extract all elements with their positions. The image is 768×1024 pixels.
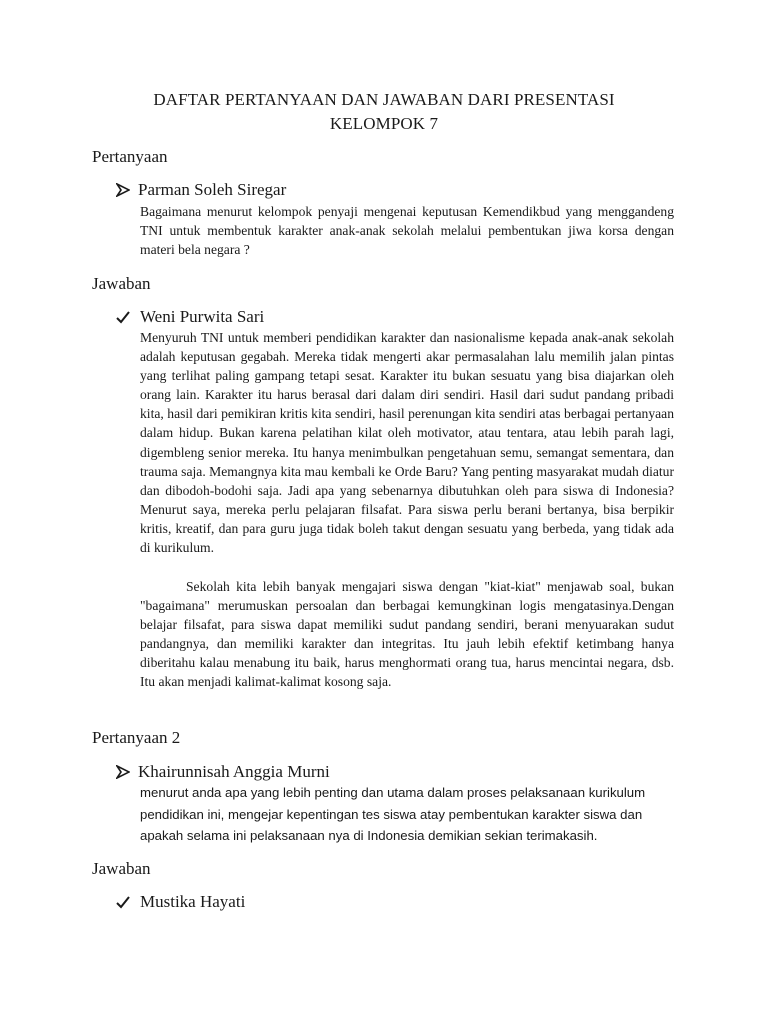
question-text-1: Bagaimana menurut kelompok penyaji mengenai keputusan Kemendikbud yang menggandeng TNI untuk membentuk karakter anak-anak sekolah melalui pembentukan jiwa korsa dengan materi bela negara ? xyxy=(140,204,674,258)
answer-heading-2: Jawaban xyxy=(92,859,151,878)
asker-row-2 xyxy=(116,762,330,782)
responder-row-1 xyxy=(116,307,264,327)
document-title-line-2: KELOMPOK 7 xyxy=(329,114,439,133)
answer-paragraph-2: Sekolah kita lebih banyak mengajari siswa dengan "kiat-kiat" menjawab soal, bukan "bagaimana" merumuskan persoalan dan berbagai kemungkinan logis mengatasinya.Dengan belajar filsafat, para siswa dapat memiliki sudut pandang sendiri, berani menyuarakan sudut pandangnya, dan memiliki karakter dan integritas. Itu jauh lebih efektif ketimbang hanya diberitahu kalau menabung itu baik, harus menghormati orang tua, harus mencintai negara, dsb. Itu akan menjadi kalimat-kalimat kosong saja. xyxy=(140,579,674,690)
question-heading-1: Pertanyaan xyxy=(92,147,168,166)
check-bullet-icon xyxy=(116,310,130,324)
asker-row-1 xyxy=(116,180,286,200)
arrow-bullet-icon xyxy=(116,183,130,197)
responder-row-2 xyxy=(116,892,245,912)
answer-paragraph-1: Menyuruh TNI untuk memberi pendidikan karakter dan nasionalisme kepada anak-anak sekolah adalah keputusan gegabah. Mereka tidak mengerti akar permasalahan lalu memilih jalan pintas yang terlihat paling gampang tetapi sesat. Karakter itu bukan sesuatu yang bisa diajarkan oleh orang lain. Karakter itu harus berasal dari dalam diri sendiri. Hasil dari sudut pandang pribadi kita, hasil dari pemikiran kritis kita sendiri, hasil perenungan kita sendiri atas berbagai pertanyaan dalam hidup. Bukan karena pelatihan kilat oleh motivator, atau tentara, atau lebih parah lagi, digembleng senior mereka. Itu hanya menimbulkan pengetahuan semu, semangat sementara, dan trauma saja. Memangnya kita mau kembali ke Orde Baru? Yang penting masyarakat mudah diatur dan dibodoh-bodohi saja. Jadi apa yang sebenarnya dibutuhkan oleh para siswa di Indonesia? Menurut saya, mereka perlu pelajaran filsafat. Para siswa perlu berani bertanya, bisa berpikir kritis, kreatif, dan para guru juga tidak boleh takut dengan sesuatu yang berbeda, yang tidak ada di kurikulum. xyxy=(140,330,674,556)
asker-name-1: Parman Soleh Siregar xyxy=(138,180,287,199)
arrow-bullet-icon xyxy=(116,765,130,779)
asker-name-2: Khairunnisah Anggia Murni xyxy=(138,762,330,781)
answer-heading-1: Jawaban xyxy=(92,274,151,293)
question-text-2: menurut anda apa yang lebih penting dan utama dalam proses pelaksanaan kurikulum pendidikan ini, mengejar kepentingan tes siswa atay pembentukan karakter siswa dan apakah selama ini pelaksanaan nya di Indonesia demikian sekian terimakasih. xyxy=(140,785,646,843)
responder-name-2: Mustika Hayati xyxy=(140,892,246,911)
question-heading-2: Pertanyaan 2 xyxy=(92,728,181,747)
document-title-line-1: DAFTAR PERTANYAAN DAN JAWABAN DARI PRESENTASI xyxy=(153,90,615,109)
check-bullet-icon xyxy=(116,895,130,909)
responder-name-1: Weni Purwita Sari xyxy=(140,307,265,326)
